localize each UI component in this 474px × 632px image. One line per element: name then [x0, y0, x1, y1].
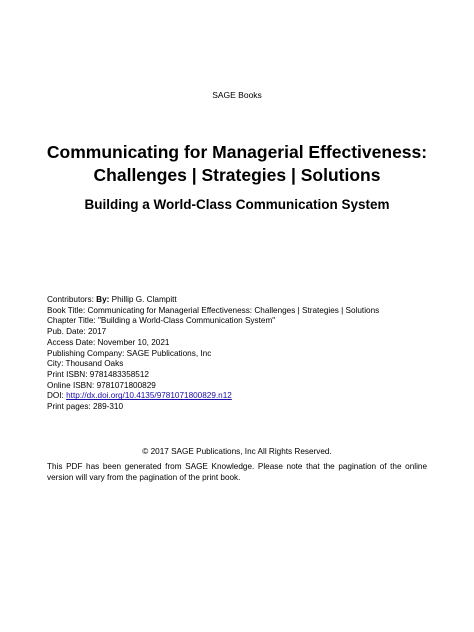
pub-date-line: Pub. Date: 2017 [47, 327, 107, 337]
doi-link[interactable]: http://dx.doi.org/10.4135/9781071800829.n12 [66, 391, 232, 401]
book-title-line: Book Title: Communicating for Managerial Effectiveness: Challenges | Strategies | Solutions [47, 305, 380, 315]
publishing-company-line: Publishing Company: SAGE Publications, Inc [47, 348, 212, 358]
contributors-name: Phillip G. Clampitt [109, 295, 177, 304]
print-isbn-line: Print ISBN: 9781483358512 [47, 369, 149, 379]
print-pages-line: Print pages: 289-310 [47, 402, 124, 412]
contributors-by: By: [96, 295, 110, 304]
pagination-notice: This PDF has been generated from SAGE Knowledge. Please note that the pagination of the online version will vary from the pagination of the print book. [47, 462, 427, 482]
online-isbn-line: Online ISBN: 9781071800829 [47, 380, 156, 390]
doi-label: DOI: [47, 391, 67, 401]
book-title [20, 141, 454, 187]
city-line: City: Thousand Oaks [47, 359, 124, 369]
contributors-line [47, 295, 437, 306]
book-title-line-1: Communicating for Managerial Effectiveness: [46, 142, 428, 162]
publisher-label: SAGE Books [212, 90, 262, 100]
contributors-prefix: Contributors: [47, 295, 97, 304]
chapter-title-line: Chapter Title: "Building a World-Class Communication System" [47, 316, 276, 326]
copyright-notice: © 2017 SAGE Publications, Inc All Rights Reserved. [142, 447, 332, 456]
chapter-heading: Building a World-Class Communication System [84, 197, 390, 212]
book-title-line-2: Challenges | Strategies | Solutions [93, 165, 381, 185]
citation-metadata [47, 295, 437, 413]
doi-line [47, 391, 437, 402]
access-date-line: Access Date: November 10, 2021 [47, 337, 170, 347]
